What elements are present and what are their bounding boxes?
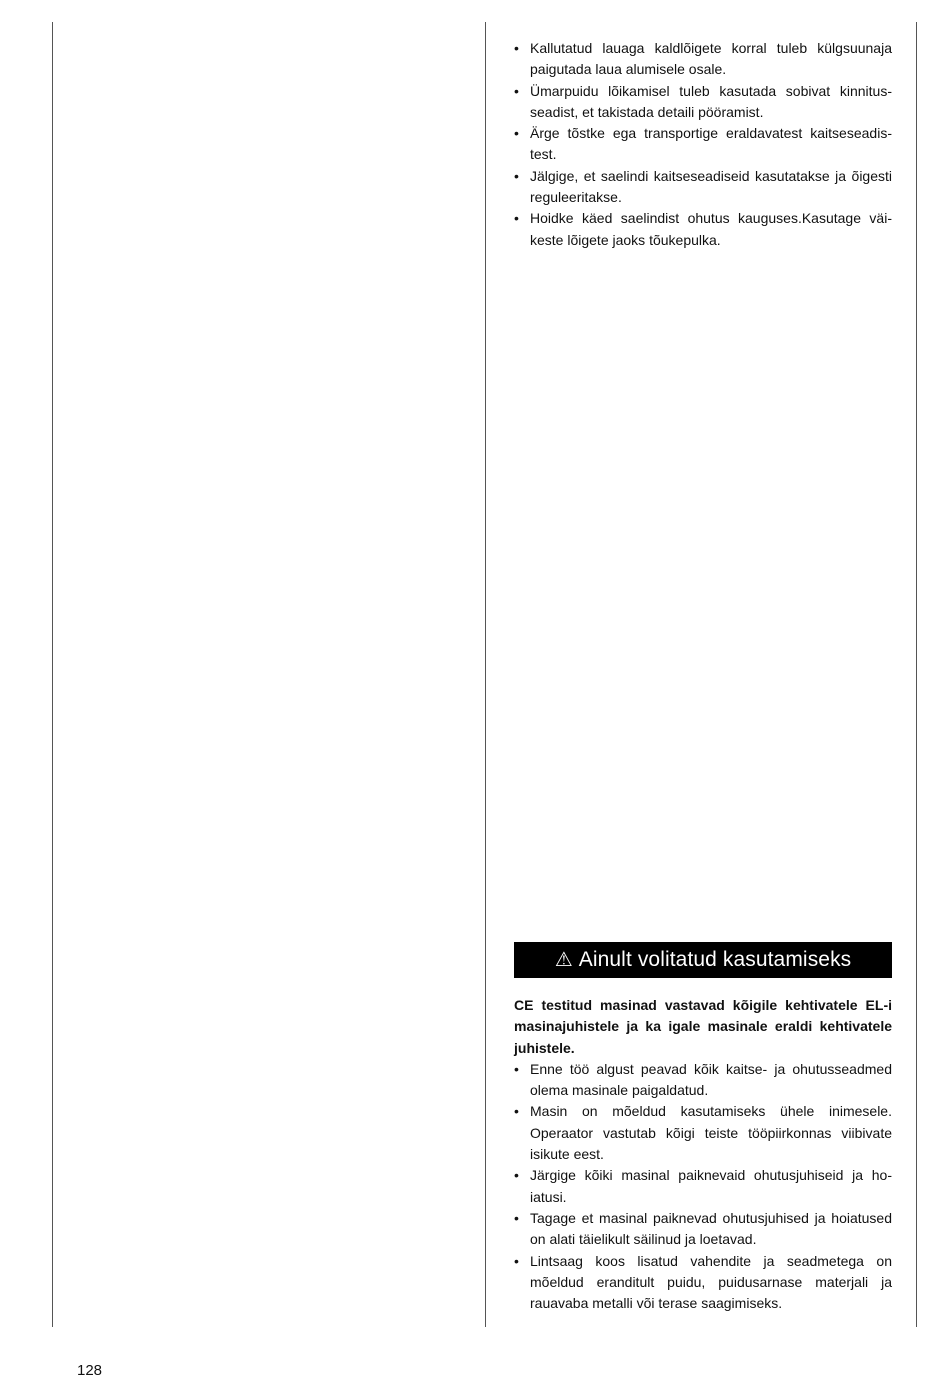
list-item: • Ümarpuidu lõikamisel tuleb kasutada sobivat kinnitusseadist, et takistada detaili pööramist. bbox=[514, 81, 892, 124]
warning-triangle-icon: ⚠ bbox=[554, 947, 573, 972]
list-item: • Masin on mõeldud kasutamiseks ühele inimesele. Operaator vastutab kõigi teiste tööpiirkonnas viibivate isikute eest. bbox=[514, 1101, 892, 1165]
page-number: 128 bbox=[77, 1362, 103, 1379]
column-rule-left bbox=[52, 22, 53, 1327]
top-safety-list-block bbox=[514, 38, 892, 251]
section-heading-banner bbox=[514, 942, 892, 978]
authorized-use-section bbox=[514, 942, 892, 1314]
column-rule-right bbox=[916, 22, 917, 1327]
list-item: • Lintsaag koos lisatud vahendite ja seadmetega on mõeldud eranditult puidu, puidusarnase materjali ja rauavaba metalli või terase saagimiseks. bbox=[514, 1251, 892, 1315]
list-item: • Järgige kõiki masinal paiknevaid ohutusjuhiseid ja hoiatusi. bbox=[514, 1165, 892, 1208]
list-item: • Jälgige, et saelindi kaitseseadiseid kasutatakse ja õigesti reguleeritakse. bbox=[514, 166, 892, 209]
list-item: • Kallutatud lauaga kaldlõigete korral tuleb külgsuunaja paigutada laua alumisele osale. bbox=[514, 38, 892, 81]
section-list bbox=[514, 1059, 892, 1315]
list-item: • Hoidke käed saelindist ohutus kauguses.Kasutage väikeste lõigete jaoks tõukepulka. bbox=[514, 208, 892, 251]
section-intro: CE testitud masinad vastavad kõigile kehtivatele EL-i masinajuhistele ja ka igale masinale eraldi kehtivatele juhistele. bbox=[514, 997, 892, 1056]
list-item: • Ärge tõstke ega transportige eraldavatest kaitseseadistest. bbox=[514, 123, 892, 166]
column-rule-middle bbox=[485, 22, 486, 1327]
top-safety-list bbox=[514, 38, 892, 251]
list-item: • Tagage et masinal paiknevad ohutusjuhised ja hoiatused on alati täielikult säilinud ja loetavad. bbox=[514, 1208, 892, 1251]
section-title: Ainult volitatud kasutamiseks bbox=[578, 948, 852, 972]
list-item: • Enne töö algust peavad kõik kaitse- ja ohutusseadmed olema masinale paigaldatud. bbox=[514, 1059, 892, 1102]
